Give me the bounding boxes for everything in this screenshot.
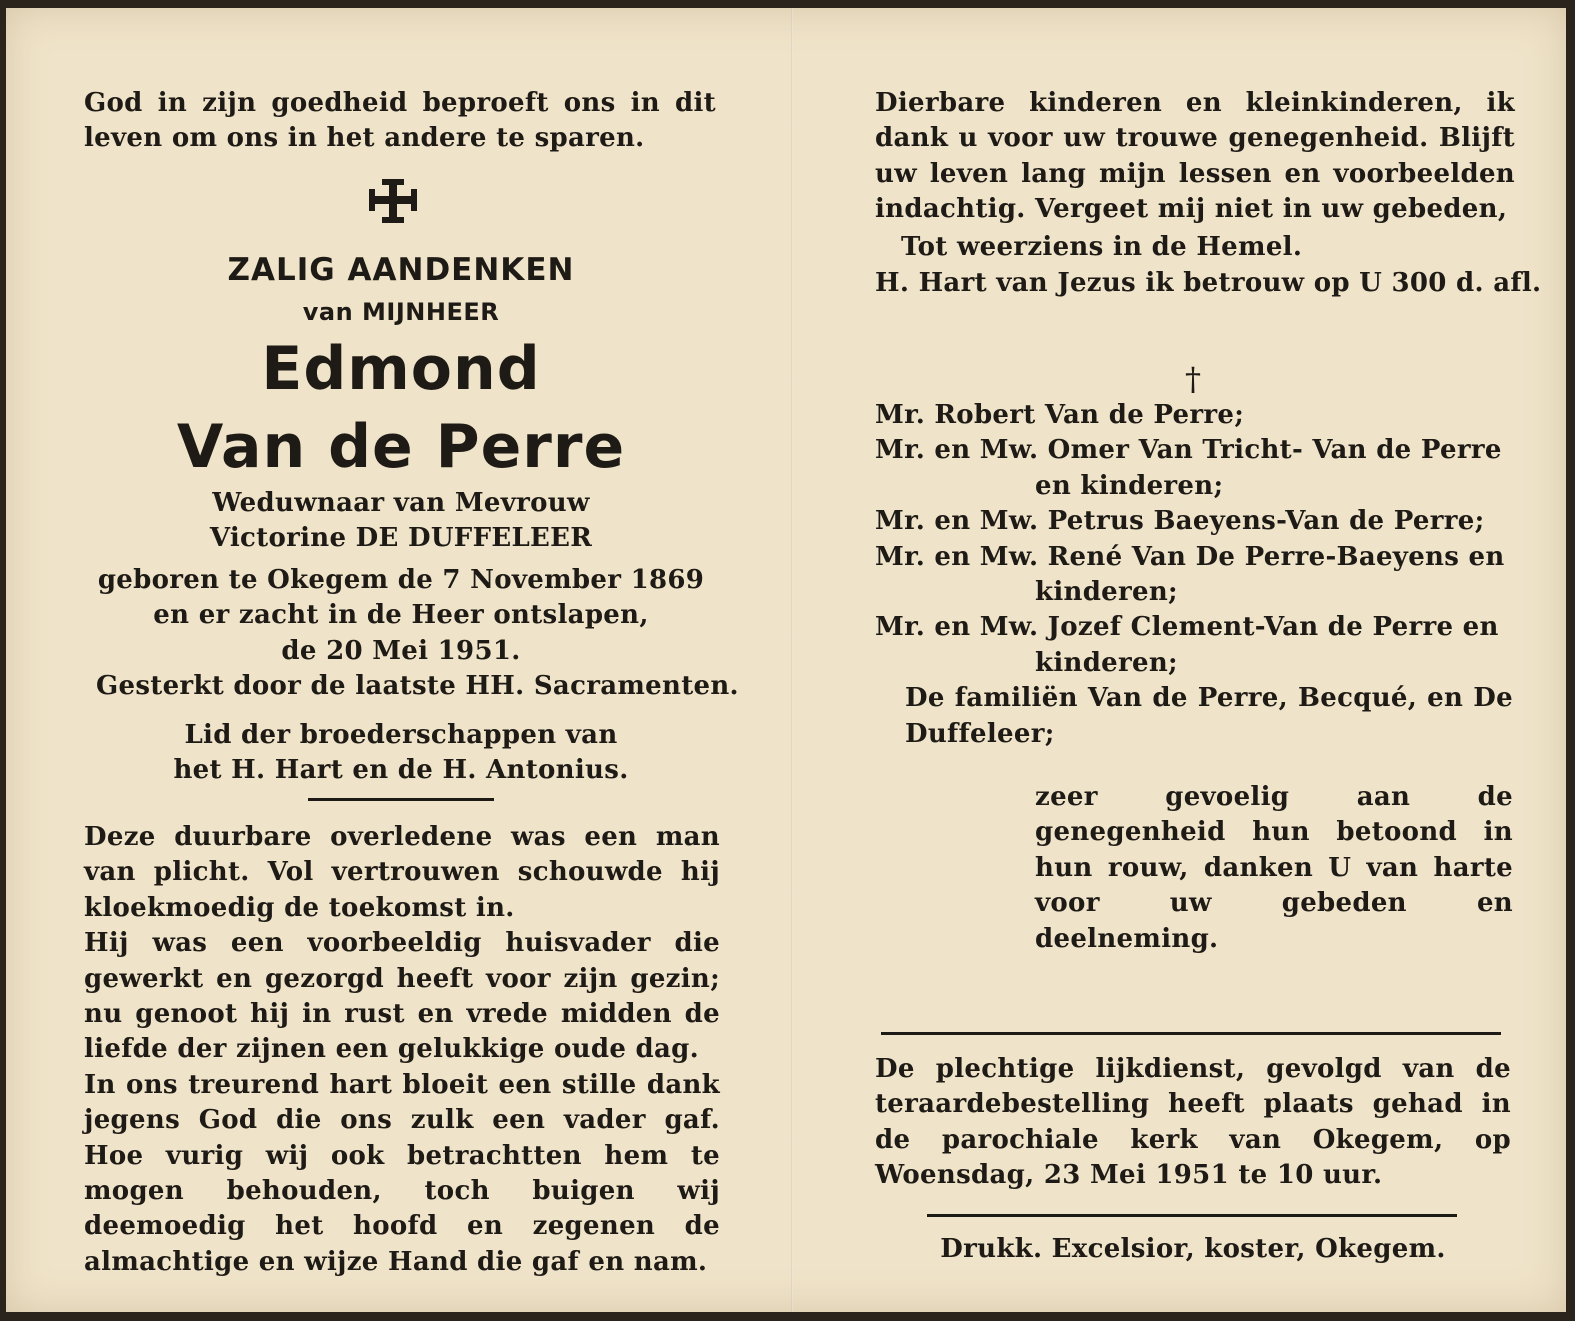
- thanks-text: zeer gevoelig aan de genegenheid hun betoond in hun rouw, danken U van harte voor uw gebeden en deelneming.: [1035, 782, 1513, 954]
- tribute-paragraph-2: Hij was een voorbeeldig huisvader die gewerkt en gezorgd heeft voor zijn gezin; nu genoot hij in rust en vrede midden de liefde der zijnen een gelukkige oude dag.: [84, 928, 720, 1065]
- death-line: en er zacht in de Heer ontslapen,: [153, 600, 649, 631]
- family-list: [875, 398, 1525, 752]
- divider-right-bottom: [927, 1214, 1457, 1217]
- details-block: [96, 486, 739, 704]
- death-date-line: de 20 Mei 1951.: [281, 635, 521, 666]
- family-member-5: Mr. en Mw. Jozef Clement-Van de Perre en: [875, 612, 1499, 643]
- tribute-paragraph-3: In ons treurend hart bloeit een stille dank jegens God die ons zulk een vader gaf. Hoe vurig wij ook betrachtten hem te mogen behouden, toch buigen wij deemoedig het hoofd en zegenen de almachtige en wijze Hand die gaf en nam.: [84, 1069, 720, 1277]
- funeral-announcement: De plechtige lijkdienst, gevolgd van de teraardebestelling heeft plaats gehad in de parochiale kerk van Okegem, op Woensdag, 23 Mei 1951 te 10 uur.: [875, 1054, 1511, 1191]
- cross-potent-icon: [361, 176, 425, 228]
- right-page: [793, 8, 1566, 1312]
- family-member-2-cont: en kinderen;: [1035, 470, 1224, 501]
- divider-right-top: [881, 1032, 1501, 1035]
- tribute-paragraph-1: Deze duurbare overledene was een man van plicht. Vol vertrouwen schouwde hij kloekmoedig de toekomst in.: [84, 822, 720, 923]
- tribute-paragraphs: [84, 820, 720, 1280]
- family-member-2: Mr. en Mw. Omer Van Tricht- Van de Perre: [875, 435, 1502, 466]
- family-member-5-cont: kinderen;: [1035, 647, 1178, 678]
- widower-line: Weduwnaar van Mevrouw: [212, 488, 590, 518]
- family-member-1: Mr. Robert Van de Perre;: [875, 400, 1245, 430]
- family-member-4: Mr. en Mw. René Van De Perre-Baeyens en: [875, 541, 1505, 572]
- opening-text: God in zijn goedheid beproeft ons in dit leven om ons in het andere te sparen.: [84, 88, 716, 154]
- heading-zalig-aandenken: ZALIG AANDENKEN: [227, 252, 575, 288]
- left-page: [6, 8, 791, 1312]
- deceased-last-name: Van de Perre: [176, 412, 626, 482]
- dagger-icon: †: [1185, 360, 1201, 398]
- wife-name-line: Victorine DE DUFFELEER: [209, 523, 593, 554]
- brotherhood-text: Lid der broederschappen van het H. Hart en de H. Antonius.: [173, 720, 629, 786]
- prayer-indulgence: H. Hart van Jezus ik betrouw op U 300 d. afl.: [875, 268, 1542, 298]
- farewell-text: Dierbare kinderen en kleinkinderen, ik dank u voor uw trouwe genegenheid. Blijft uw leven lang mijn lessen en voorbeelden indachtig. Vergeet mij niet in uw gebeden,: [875, 88, 1515, 225]
- memorial-card: [6, 8, 1566, 1312]
- deceased-first-name: Edmond: [261, 334, 541, 404]
- farewell-closing: Tot weerziens in de Hemel.: [901, 232, 1303, 262]
- sacraments-line: Gesterkt door de laatste HH. Sacramenten.: [96, 671, 739, 702]
- printer-credit: Drukk. Excelsior, koster, Okegem.: [940, 1234, 1446, 1264]
- families-line: De familiën Van de Perre, Becqué, en De Duffeleer;: [905, 683, 1513, 749]
- family-member-4-cont: kinderen;: [1035, 577, 1178, 608]
- divider-left: [308, 798, 494, 801]
- family-member-3: Mr. en Mw. Petrus Baeyens-Van de Perre;: [875, 506, 1485, 537]
- birth-line: geboren te Okegem de 7 November 1869: [97, 564, 705, 595]
- van-mijnheer: van MIJNHEER: [302, 298, 500, 326]
